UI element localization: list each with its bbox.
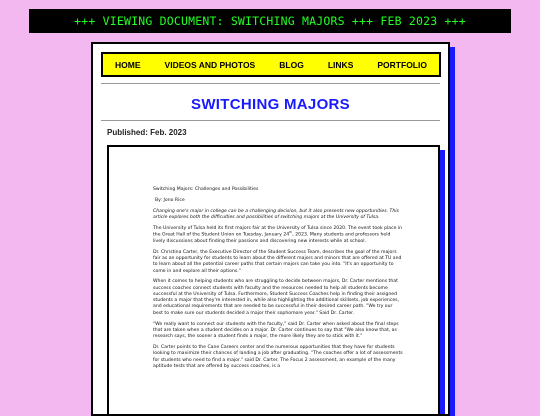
nav-home-link[interactable]: HOME [115,59,141,70]
page-title: SWITCHING MAJORS [191,96,350,113]
nav-blog-link[interactable]: BLOG [279,59,304,70]
document-paragraph: Dr. Carter points to the Cane Careers center and the numerous opportunities that they have for students looking to maximize their chances of landing a job after graduating. "The coaches offer a lot of assessments for students who need to find a major." said Dr. Carter. The Focus 2 assessment, an example of the many aptitude tests that are offered by success coaches, is a [153,344,403,369]
document-viewer[interactable] [107,145,440,416]
page-container [91,42,450,416]
document-body [153,187,403,375]
nav-videos-photos-link[interactable]: VIDEOS AND PHOTOS [164,59,256,70]
document-paragraph: Dr. Christina Carter, the Executive Director of the Student Success Team, describes the goal of the majors fair as an opportunity for students to learn about the different majors and minors that are offered at TU and to learn about all the potential career paths that certain majors can take you into. "It's an opportunity to come in and explore all their options." [153,249,402,274]
divider-title [101,120,440,121]
document-paragraph: "We really want to connect our students with the faculty," said Dr. Carter when asked about the final steps that are taken when a student decides on a major. Dr. Carter continues to say that "We also know that, as research says, the sooner a student finds a major, the more likely they are to stick with it." [153,321,399,340]
document-intro: Changing one's major in college can be a challenging decision, but it also presents new opportunities. This article explores both the difficulties and possibilities of switching majors at the University of Tulsa. [153,208,399,220]
viewing-document-banner: +++ VIEWING DOCUMENT: SWITCHING MAJORS +++ FEB 2023 +++ [29,9,511,33]
divider-top [101,83,440,84]
nav-portfolio-link[interactable]: PORTFOLIO [377,59,427,70]
published-date: Published: Feb. 2023 [107,128,187,137]
document-heading: Switching Majors: Challenges and Possibilities [153,187,259,192]
nav-bar [101,52,441,77]
document-paragraph: The University of Tulsa held its first majors fair at the University of Tulsa since 2020. The event took place in the Great Hall of the Student Union on Tuesday, January 24th, 2023. Many students and professors held lively discussions about finding their passions and discovering new interests while at school. [153,225,403,244]
nav-links-link[interactable]: LINKS [327,59,354,70]
document-byline: By: Jono Rice [155,197,185,203]
document-paragraph: When it comes to helping students who are struggling to decide between majors, Dr. Carter mentions that success coaches connect students with faculty and the resources needed to help all students become successful at the University of Tulsa. Furthermore, Student Success Coaches help in finding their assigned students a major that they're interested in, while also highlighting the additional skillsets, job experiences, and educational requirements that are needed to be successful in their desired career path. "We try our best to make sure our students decided a major their sophomore year." Said Dr. Carter. [153,279,400,316]
